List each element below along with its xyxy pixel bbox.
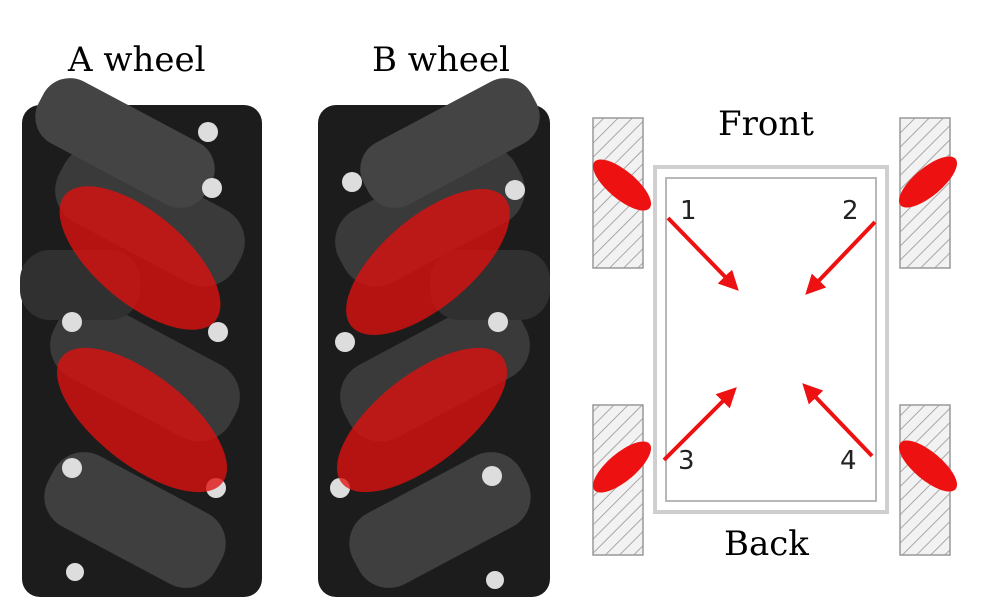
corner-number-2: 2 <box>842 196 859 226</box>
back-label: Back <box>724 524 809 564</box>
front-label: Front <box>718 104 814 144</box>
corner-number-4: 4 <box>840 446 857 476</box>
corner-number-3: 3 <box>678 446 695 476</box>
b-wheel-photo <box>314 67 550 599</box>
b-wheel-label: B wheel <box>372 40 510 80</box>
a-wheel-label: A wheel <box>68 40 206 80</box>
chassis-diagram <box>585 118 964 555</box>
corner-number-1: 1 <box>680 196 697 226</box>
a-wheel-photo <box>20 67 262 599</box>
